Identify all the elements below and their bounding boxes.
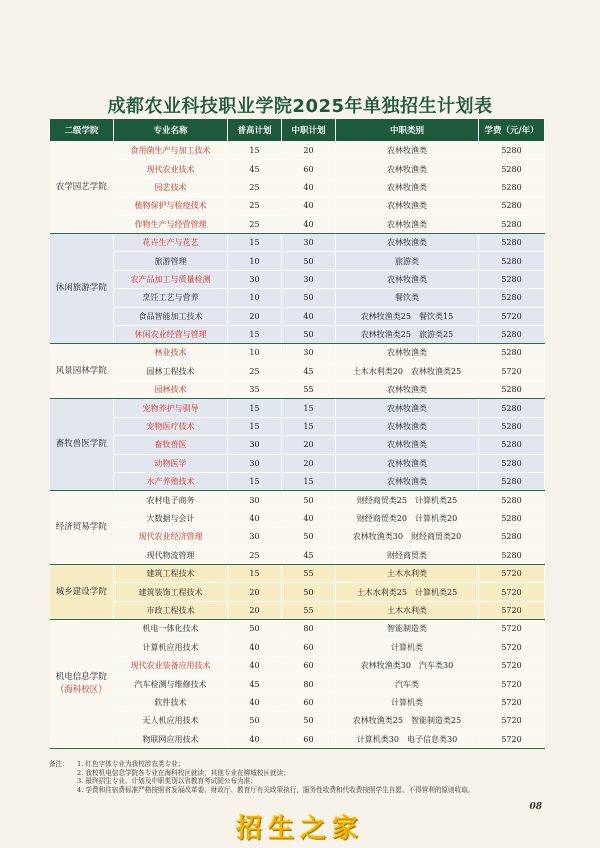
vocational-plan-cell: 50	[282, 491, 336, 509]
tuition-cell: 5720	[479, 362, 545, 380]
vocational-category-cell: 财经商贸类20 计算机类20	[336, 509, 479, 527]
general-plan-cell: 25	[228, 215, 282, 233]
table-row	[50, 528, 545, 546]
vocational-plan-cell: 40	[282, 509, 336, 527]
major-cell: 计算机应用技术	[114, 638, 228, 656]
vocational-plan-cell: 40	[282, 178, 336, 196]
college-name: 经济贸易学院	[55, 522, 107, 533]
vocational-category-cell: 农林牧渔类	[336, 399, 479, 417]
vocational-category-cell: 农林牧渔类25 旅游类25	[336, 325, 479, 343]
notes-list	[49, 760, 569, 794]
vocational-category-cell: 土木水利类	[336, 564, 479, 582]
college-name-cell	[50, 491, 114, 565]
vocational-plan-cell: 55	[282, 381, 336, 399]
general-plan-cell: 25	[228, 362, 282, 380]
vocational-category-cell: 计算机类	[336, 693, 479, 711]
major-cell: 花卉生产与花艺	[114, 233, 228, 251]
vocational-plan-cell: 20	[282, 436, 336, 454]
major-cell: 畜牧兽医	[114, 436, 228, 454]
major-cell: 现代农业装备应用技术	[114, 656, 228, 674]
vocational-plan-cell: 30	[282, 233, 336, 251]
table-row	[50, 509, 545, 527]
college-name: 农学园艺学院	[55, 181, 107, 192]
vocational-category-cell: 餐饮类	[336, 289, 479, 307]
vocational-plan-cell: 50	[282, 712, 336, 730]
major-cell: 现代物流管理	[114, 546, 228, 564]
table-row	[50, 656, 545, 674]
table-row	[50, 344, 545, 362]
college-name: 风景园林学院	[55, 365, 107, 376]
general-plan-cell: 15	[228, 399, 282, 417]
vocational-category-cell: 农林牧渔类	[336, 381, 479, 399]
vocational-category-cell: 农林牧渔类	[336, 215, 479, 233]
vocational-category-cell: 旅游类	[336, 252, 479, 270]
general-plan-cell: 10	[228, 289, 282, 307]
college-name: 城乡建设学院	[55, 586, 107, 597]
note-item: 3. 最终招生专业、计划及中职类别以省教育考试院公布为准；	[77, 777, 257, 786]
vocational-category-cell: 汽车类	[336, 675, 479, 693]
vocational-plan-cell: 60	[282, 160, 336, 178]
tuition-cell: 5280	[479, 178, 545, 196]
table-row	[50, 381, 545, 399]
table-row	[50, 252, 545, 270]
table-row	[50, 399, 545, 417]
college-name-cell	[50, 564, 114, 619]
tuition-cell: 5280	[479, 344, 545, 362]
vocational-category-cell: 农林牧渔类25 餐饮类15	[336, 307, 479, 325]
tuition-cell: 5720	[479, 712, 545, 730]
table-row	[50, 620, 545, 638]
table-row	[50, 454, 545, 472]
note-item: 4. 学费和住宿费标准严格按照省发展改革委、财政厅、教育厅有关政策执行，服务性收费和代收费按照学生自愿、不得营利的原则收取。	[77, 785, 475, 794]
general-plan-cell: 40	[228, 693, 282, 711]
vocational-category-cell: 计算机类30 电子信息类30	[336, 730, 479, 748]
vocational-category-cell: 智能制造类	[336, 620, 479, 638]
general-plan-cell: 15	[228, 473, 282, 491]
college-name: 休闲旅游学院	[55, 283, 107, 294]
header-vocational-plan: 中职计划	[282, 119, 336, 142]
tuition-cell: 5720	[479, 601, 545, 619]
enrollment-plan-table	[49, 118, 545, 749]
table-row	[50, 583, 545, 601]
vocational-plan-cell: 80	[282, 675, 336, 693]
table-header-row	[50, 119, 545, 142]
major-cell: 建筑工程技术	[114, 564, 228, 582]
vocational-category-cell: 土木水利类25 计算机类25	[336, 583, 479, 601]
vocational-category-cell: 农林牧渔类	[336, 270, 479, 288]
vocational-plan-cell: 50	[282, 528, 336, 546]
header-tuition: 学费（元/年）	[479, 119, 545, 142]
vocational-plan-cell: 60	[282, 638, 336, 656]
college-name-cell	[50, 233, 114, 343]
college-name-cell	[50, 344, 114, 399]
college-name: 机电信息学院	[55, 672, 107, 683]
college-name-cell	[50, 142, 114, 234]
general-plan-cell: 40	[228, 730, 282, 748]
major-cell: 休闲农业经营与管理	[114, 325, 228, 343]
major-cell: 作物生产与经营管理	[114, 215, 228, 233]
college-name: 畜牧兽医学院	[55, 439, 107, 450]
tuition-cell: 5280	[479, 546, 545, 564]
major-cell: 园林工程技术	[114, 362, 228, 380]
general-plan-cell: 50	[228, 620, 282, 638]
vocational-category-cell: 农林牧渔类	[336, 344, 479, 362]
general-plan-cell: 30	[228, 491, 282, 509]
tuition-cell: 5720	[479, 693, 545, 711]
general-plan-cell: 15	[228, 325, 282, 343]
tuition-cell: 5280	[479, 142, 545, 160]
major-cell: 园林技术	[114, 381, 228, 399]
table-row	[50, 730, 545, 748]
tuition-cell: 5720	[479, 583, 545, 601]
header-college: 二级学院	[50, 119, 114, 142]
notes-label: 备注：	[49, 760, 69, 768]
vocational-plan-cell: 55	[282, 564, 336, 582]
vocational-category-cell: 农林牧渔类	[336, 197, 479, 215]
header-vocational-category: 中职类别	[336, 119, 479, 142]
tuition-cell: 5280	[479, 473, 545, 491]
table-row	[50, 178, 545, 196]
table-row	[50, 712, 545, 730]
general-plan-cell: 20	[228, 307, 282, 325]
table-row	[50, 362, 545, 380]
major-cell: 动物医学	[114, 454, 228, 472]
table-row	[50, 675, 545, 693]
vocational-category-cell: 农林牧渔类25 智能制造类25	[336, 712, 479, 730]
table-row	[50, 638, 545, 656]
vocational-category-cell: 农林牧渔类	[336, 142, 479, 160]
header-general-plan: 普高计划	[228, 119, 282, 142]
vocational-plan-cell: 60	[282, 693, 336, 711]
tuition-cell: 5720	[479, 638, 545, 656]
vocational-category-cell: 农林牧渔类30 汽车类30	[336, 656, 479, 674]
general-plan-cell: 15	[228, 417, 282, 435]
vocational-plan-cell: 45	[282, 362, 336, 380]
tuition-cell: 5720	[479, 656, 545, 674]
general-plan-cell: 40	[228, 509, 282, 527]
tuition-cell: 5280	[479, 417, 545, 435]
table-row	[50, 325, 545, 343]
major-cell: 建筑装饰工程技术	[114, 583, 228, 601]
vocational-plan-cell: 50	[282, 325, 336, 343]
major-cell: 食品智能加工技术	[114, 307, 228, 325]
table-row	[50, 215, 545, 233]
tuition-cell: 5280	[479, 436, 545, 454]
college-campus: （海科校区）	[55, 685, 107, 696]
vocational-category-cell: 计算机类	[336, 638, 479, 656]
note-item: 1. 红色字体专业为我校涉农类专业；	[77, 760, 185, 768]
vocational-plan-cell: 30	[282, 270, 336, 288]
table-row	[50, 491, 545, 509]
page-title: 成都农业科技职业学院2025年单独招生计划表	[107, 96, 493, 117]
vocational-category-cell: 财经商贸类25 计算机类25	[336, 491, 479, 509]
table-row	[50, 289, 545, 307]
general-plan-cell: 10	[228, 344, 282, 362]
vocational-plan-cell: 60	[282, 730, 336, 748]
vocational-category-cell: 财经商贸类	[336, 546, 479, 564]
major-cell: 机电一体化技术	[114, 620, 228, 638]
tuition-cell: 5280	[479, 252, 545, 270]
general-plan-cell: 45	[228, 675, 282, 693]
major-cell: 旅游管理	[114, 252, 228, 270]
table-row	[50, 233, 545, 251]
major-cell: 现代农业技术	[114, 160, 228, 178]
major-cell: 大数据与会计	[114, 509, 228, 527]
tuition-cell: 5720	[479, 564, 545, 582]
vocational-plan-cell: 50	[282, 583, 336, 601]
vocational-plan-cell: 15	[282, 417, 336, 435]
general-plan-cell: 15	[228, 142, 282, 160]
table-row	[50, 601, 545, 619]
vocational-plan-cell: 15	[282, 399, 336, 417]
vocational-category-cell: 土木水利类20 农林牧渔类25	[336, 362, 479, 380]
note-item: 2. 我校机电信息学院各专业在海科校区就读，其他专业在柳城校区就读；	[77, 768, 290, 777]
tuition-cell: 5280	[479, 509, 545, 527]
vocational-plan-cell: 50	[282, 289, 336, 307]
major-cell: 水产养殖技术	[114, 473, 228, 491]
vocational-plan-cell: 15	[282, 473, 336, 491]
major-cell: 食用菌生产与加工技术	[114, 142, 228, 160]
major-cell: 园艺技术	[114, 178, 228, 196]
major-cell: 软件技术	[114, 693, 228, 711]
vocational-plan-cell: 60	[282, 656, 336, 674]
vocational-plan-cell: 40	[282, 215, 336, 233]
page-number: 08	[529, 802, 542, 812]
table-row	[50, 270, 545, 288]
tuition-cell: 5280	[479, 233, 545, 251]
vocational-plan-cell: 80	[282, 620, 336, 638]
general-plan-cell: 30	[228, 436, 282, 454]
tuition-cell: 5720	[479, 675, 545, 693]
tuition-cell: 5280	[479, 197, 545, 215]
major-cell: 农产品加工与质量检测	[114, 270, 228, 288]
tuition-cell: 5280	[479, 528, 545, 546]
general-plan-cell: 20	[228, 583, 282, 601]
general-plan-cell: 30	[228, 528, 282, 546]
major-cell: 宠物养护与驯导	[114, 399, 228, 417]
general-plan-cell: 30	[228, 270, 282, 288]
table-row	[50, 197, 545, 215]
vocational-category-cell: 农林牧渔类	[336, 454, 479, 472]
general-plan-cell: 15	[228, 564, 282, 582]
major-cell: 汽车检测与维修技术	[114, 675, 228, 693]
tuition-cell: 5280	[479, 289, 545, 307]
vocational-plan-cell: 50	[282, 252, 336, 270]
notes	[49, 760, 569, 794]
table-row	[50, 417, 545, 435]
vocational-plan-cell: 20	[282, 142, 336, 160]
table-row	[50, 142, 545, 160]
college-name-cell	[50, 620, 114, 749]
table-row	[50, 546, 545, 564]
header-major: 专业名称	[114, 119, 228, 142]
table-row	[50, 436, 545, 454]
table-row	[50, 307, 545, 325]
major-cell: 农村电子商务	[114, 491, 228, 509]
major-cell: 无人机应用技术	[114, 712, 228, 730]
watermark-logo: 招生之家	[235, 814, 364, 844]
tuition-cell: 5720	[479, 307, 545, 325]
general-plan-cell: 10	[228, 252, 282, 270]
table-row	[50, 564, 545, 582]
tuition-cell: 5280	[479, 160, 545, 178]
major-cell: 烹饪工艺与营养	[114, 289, 228, 307]
tuition-cell: 5280	[479, 381, 545, 399]
major-cell: 植物保护与检疫技术	[114, 197, 228, 215]
table-body	[50, 142, 545, 749]
vocational-plan-cell: 55	[282, 601, 336, 619]
vocational-plan-cell: 40	[282, 307, 336, 325]
vocational-category-cell: 农林牧渔类	[336, 233, 479, 251]
general-plan-cell: 25	[228, 178, 282, 196]
table-row	[50, 160, 545, 178]
tuition-cell: 5720	[479, 730, 545, 748]
tuition-cell: 5280	[479, 491, 545, 509]
major-cell: 林业技术	[114, 344, 228, 362]
major-cell: 现代农业经济管理	[114, 528, 228, 546]
vocational-plan-cell: 45	[282, 546, 336, 564]
vocational-category-cell: 土木水利类	[336, 601, 479, 619]
general-plan-cell: 40	[228, 656, 282, 674]
general-plan-cell: 15	[228, 233, 282, 251]
vocational-category-cell: 农林牧渔类	[336, 473, 479, 491]
tuition-cell: 5280	[479, 325, 545, 343]
major-cell: 宠物医疗技术	[114, 417, 228, 435]
general-plan-cell: 40	[228, 638, 282, 656]
vocational-category-cell: 农林牧渔类	[336, 436, 479, 454]
general-plan-cell: 45	[228, 160, 282, 178]
vocational-category-cell: 农林牧渔类30 财经商贸类20	[336, 528, 479, 546]
vocational-category-cell: 农林牧渔类	[336, 178, 479, 196]
major-cell: 物联网应用技术	[114, 730, 228, 748]
vocational-plan-cell: 20	[282, 454, 336, 472]
general-plan-cell: 25	[228, 197, 282, 215]
vocational-category-cell: 农林牧渔类	[336, 160, 479, 178]
college-name-cell	[50, 399, 114, 491]
general-plan-cell: 20	[228, 601, 282, 619]
tuition-cell: 5280	[479, 270, 545, 288]
general-plan-cell: 50	[228, 712, 282, 730]
general-plan-cell: 25	[228, 546, 282, 564]
general-plan-cell: 30	[228, 454, 282, 472]
tuition-cell: 5720	[479, 620, 545, 638]
tuition-cell: 5280	[479, 215, 545, 233]
tuition-cell: 5280	[479, 399, 545, 417]
major-cell: 市政工程技术	[114, 601, 228, 619]
tuition-cell: 5280	[479, 454, 545, 472]
vocational-plan-cell: 30	[282, 344, 336, 362]
table-row	[50, 693, 545, 711]
vocational-category-cell: 农林牧渔类	[336, 417, 479, 435]
vocational-plan-cell: 40	[282, 197, 336, 215]
table-row	[50, 473, 545, 491]
general-plan-cell: 35	[228, 381, 282, 399]
